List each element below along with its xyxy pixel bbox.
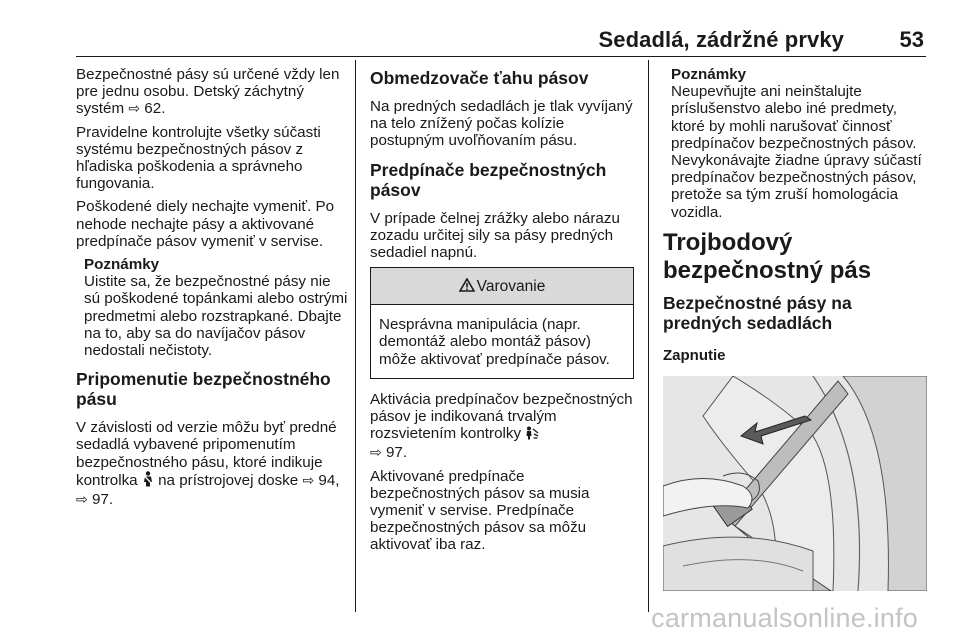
page-reference[interactable]: 97.: [385, 444, 408, 462]
page-reference[interactable]: 97.: [91, 491, 114, 509]
warning-triangle-icon: [459, 278, 475, 295]
page-title: Sedadlá, zádržné prvky: [598, 27, 844, 52]
paragraph: Poškodené diely nechajte vymeniť. Po nehode nechajte pásy a aktivované predpínače pásov vymeniť v servise.: [76, 198, 335, 250]
column-divider: [355, 60, 356, 612]
paragraph: Aktivácia predpínačov bezpečnostných pásov je indikovaná trvalým rozsvietením kontrolky ⇨ 97.: [370, 390, 633, 462]
note-box: [671, 66, 927, 221]
column-divider: [648, 60, 649, 612]
warning-header: [371, 268, 633, 305]
seatbelt-reminder-icon: [142, 471, 154, 491]
paragraph: Na predných sedadlách je tlak vyvíjaný na telo znížený počas kolízie postupným uvoľňovaním pásu.: [370, 98, 633, 150]
note-text: Uistite sa, že bezpečnostné pásy nie sú poškodené topánkami alebo ostrými predmetmi alebo rozstrapkané. Dbajte na to, aby sa do navíjačov pásov nedostali nečistoty.: [84, 273, 348, 360]
paragraph: Aktivované predpínače bezpečnostných pásov sa musia vymeniť v servise. Predpínače bezpečnostných pásov sa môžu aktivovať iba raz.: [370, 467, 590, 554]
watermark: carmanualsonline.info: [651, 603, 918, 633]
seatbelt-fastening-illustration: [663, 376, 927, 591]
illustration-drawing: [663, 376, 927, 591]
paragraph: Bezpečnostné pásy sú určené vždy len pre jednu osobu. Detský záchytný systém ⇨ 62.: [76, 66, 340, 118]
column-3: [663, 66, 927, 591]
page-header: [76, 26, 926, 57]
section-heading: Pripomenutie bezpečnostného pásu: [76, 369, 331, 410]
section-heading: Predpínače bezpečnostných pásov: [370, 159, 607, 200]
reference-arrow-icon: ⇨: [302, 471, 315, 488]
note-box: [84, 256, 348, 359]
column-2: [370, 66, 634, 560]
paragraph: Pravidelne kontrolujte všetky súčasti systému bezpečnostných pásov z hľadiska poškodenia a správneho fungovania.: [76, 123, 321, 193]
warning-box: [370, 267, 634, 379]
page-number: 53: [899, 27, 924, 52]
section-heading: Obmedzovače ťahu pásov: [370, 68, 589, 88]
warning-text: Nesprávna manipulácia (napr. demontáž alebo montáž pásov) môže aktivovať predpínače pásov.: [379, 316, 610, 368]
reference-arrow-icon: ⇨: [76, 491, 88, 508]
seatbelt-pretensioner-icon: [525, 426, 539, 444]
column-1: [76, 66, 348, 514]
chapter-heading: Trojbodový bezpečnostný pás: [663, 228, 872, 284]
reference-arrow-icon: ⇨: [128, 100, 141, 117]
paragraph: V závislosti od verzie môžu byť predné sedadlá vybavené pripomenutím bezpečnostného pásu, ktoré indikuje kontrolka na prístrojovej doske ⇨ 94, ⇨ 97.: [76, 419, 340, 509]
page-reference[interactable]: 62.: [144, 100, 166, 118]
subsection-heading: Zapnutie: [663, 346, 726, 364]
note-text: Neupevňujte ani neinštalujte príslušenstvo alebo iné predmety, ktoré by mohli narušovať činnosť predpínačov bezpečnostných pásov. Nevykonávajte žiadne úpravy súčastí predpínačov bezpečnostných pásov, pretože sa tým zruší homologácia vozidla.: [671, 83, 922, 221]
section-heading: Bezpečnostné pásy na predných sedadlách: [663, 292, 852, 333]
reference-arrow-icon: ⇨: [370, 444, 382, 461]
page-reference[interactable]: 94,: [318, 471, 340, 489]
paragraph: V prípade čelnej zrážky alebo nárazu zozadu určitej sily sa pásy predných sedadiel napnú.: [370, 209, 620, 262]
note-title: Poznámky: [84, 256, 160, 274]
warning-title: Varovanie: [476, 277, 546, 295]
note-title: Poznámky: [671, 66, 747, 83]
